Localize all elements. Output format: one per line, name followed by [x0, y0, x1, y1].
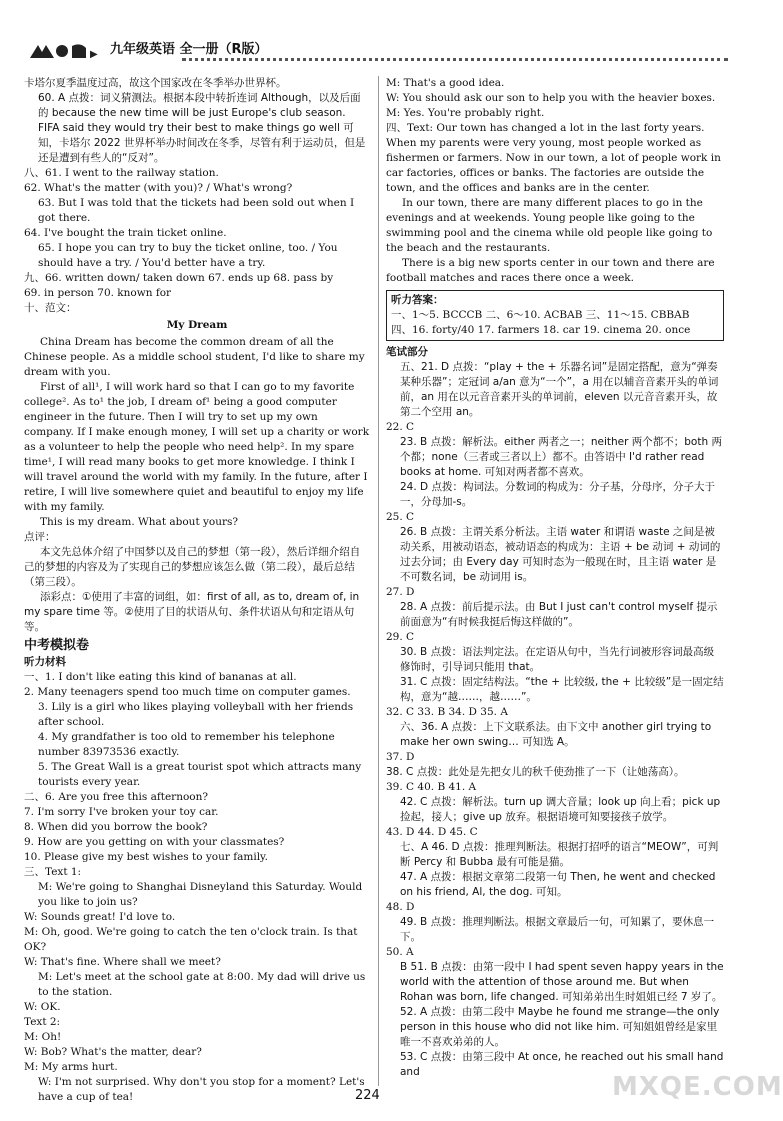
script-line: 四、Text: Our town has changed a lot in the last forty years. When my parents were very young, most people worked as fishermen or farmers. Now in our town, a lot of people work in car factories, offices or banks. The factories are outside the town, and the offices and banks are in the center. [386, 122, 721, 194]
script-line: In our town, there are many different places to go in the evenings and at weekends. Young people like going to the swimming pool and the cinema while old people like going to the beach and the restaurants. [386, 197, 713, 254]
answer-item: 31. C 点拨：固定结构法。“the + 比较级, the + 比较级”是一固定结构，意为“越……，越……”。 [400, 676, 724, 703]
subsection-title: 笔试部分 [386, 346, 428, 358]
answer-item: 27. D [386, 586, 415, 598]
answer-box-line: 一、1～5. BCCCB 二、6～10. ACBAB 三、11～15. CBBAB [391, 309, 690, 321]
answer-box-title: 听力答案： [391, 294, 444, 306]
watermark-logo: MXQE.COM [612, 1072, 783, 1102]
script-line: W: Sounds great! I'd love to. [24, 911, 176, 923]
script-line: W: That's fine. Where shall we meet? [24, 956, 221, 968]
comment-text: 本文先总体介绍了中国梦以及自己的梦想（第一段），然后详细介绍自己的梦想的内容及为了实现自己的梦想应该怎么做（第二段），最后总结（第三段）。 [24, 546, 361, 588]
answer-item: 64. I've bought the train ticket online. [24, 227, 227, 239]
listening-answer-box [386, 290, 724, 341]
answer-item: 69. in person 70. known for [24, 287, 172, 299]
answer-item: B 51. B 点拨：由第一段中 I had spent seven happy years in the world with the attention of those around me. But when Rohan was born, life changed. 可知弟弟出生时姐姐已经 7 岁了。 [400, 961, 724, 1003]
script-line: M: Let's meet at the school gate at 8:00. My dad will drive us to the station. [38, 971, 366, 998]
essay-paragraph: This is my dream. What about yours? [40, 516, 239, 528]
script-line: 8. When did you borrow the book? [24, 821, 208, 833]
left-column [24, 76, 370, 1105]
answer-item: 48. D [386, 901, 415, 913]
answer-item: 50. A [386, 946, 414, 958]
script-line: M: Oh, good. We're going to catch the ten o'clock train. Is that OK? [24, 926, 358, 953]
comment-label: 点评： [24, 531, 56, 543]
script-line: 9. How are you getting on with your classmates? [24, 836, 285, 848]
right-column [386, 76, 724, 1080]
script-line: 一、1. I don't like eating this kind of bananas at all. [24, 671, 297, 683]
answer-item: 53. C 点拨：由第三段中 At once, he reached out his small hand and [400, 1051, 724, 1078]
script-line: 5. The Great Wall is a great tourist spot which attracts many tourists every year. [38, 761, 362, 788]
header-rule [182, 58, 728, 61]
script-line: Text 2: [24, 1016, 61, 1028]
essay-paragraph: China Dream has become the common dream of all the Chinese people. As a middle school student, I'd like to share my dream with you. [24, 336, 365, 378]
answer-item: 十、范文： [24, 302, 77, 314]
script-line: 二、6. Are you free this afternoon? [24, 791, 208, 803]
script-line: 10. Please give my best wishes to your family. [24, 851, 268, 863]
answer-item: 七、A 46. D 点拨：推理判断法。根据打招呼的语言“MEOW”，可判断 Percy 和 Bubba 最有可能是猫。 [400, 841, 719, 868]
script-line: There is a big new sports center in our town and there are football matches and races there once a week. [386, 257, 715, 284]
answer-item: 26. B 点拨：主谓关系分析法。主语 water 和谓语 waste 之间是被动关系，用被动语态，被动语态的构成为：主语 + be 动词 + 动词的过去分词；由 Every day 可知时态为一般现在时，且主语 water 是不可数名词，be 动词用 is。 [400, 526, 721, 583]
script-line: W: You should ask our son to help you with the heavier boxes. [386, 92, 716, 104]
essay-title: My Dream [166, 319, 228, 331]
answer-item: 八、61. I went to the railway station. [24, 167, 219, 179]
page-header [22, 40, 728, 66]
script-line: M: My arms hurt. [24, 1061, 118, 1073]
answer-item: 63. But I was told that the tickets had been sold out when I got there. [38, 197, 355, 224]
script-line: 三、Text 1: [24, 866, 82, 878]
answer-item: 28. A 点拨：前后提示法。由 But I just can't control myself 提示前面意为“有时候我挺后悔这样做的”。 [400, 601, 718, 628]
answer-item: 38. C 点拨：此处是先把女儿的秋千使劲推了一下（让她荡高）。 [386, 766, 685, 778]
essay-paragraph: First of all¹, I will work hard so that I can go to my favorite college². As to¹ the job, I dream of¹ being a good computer engineer in the future. Then I will try to set up my own company. If I make enough money, I will set up a charity or work as a volunteer to help the people who need help². In my spare time¹, I will read many books to get more knowledge. I think I will travel around the world with my family. In the future, after I retire, I will live somewhere quiet and beautiful to enjoy my life with my family. [24, 381, 370, 513]
answer-item: 60. A 点拨：词义猜测法。根据本段中转折连词 Although，以及后面的 because the new time will be just Europe's club season. FIFA said they would try their best to make things go well 可知，卡塔尔 2022 世界杯举办时间改在冬季，尽管有利于运动员，但是还是遭到有些人的“反对”。 [38, 92, 366, 164]
answer-item: 49. B 点拨：推理判断法。根据文章最后一句，可知累了，要休息一下。 [400, 916, 715, 943]
script-line: W: Bob? What's the matter, dear? [24, 1046, 202, 1058]
answer-item: 43. D 44. D 45. C [386, 826, 478, 838]
comment-highlight: 添彩点：①使用了丰富的词组，如：first of all, as to, dream of, in my spare time 等。②使用了目的状语从句、条件状语从句和定语从句等。 [24, 591, 360, 633]
page-number: 224 [355, 1088, 380, 1103]
section-title: 中考模拟卷 [24, 638, 90, 653]
script-line: W: I'm not surprised. Why don't you stop for a moment? Let's have a cup of tea! [38, 1076, 365, 1103]
answer-item: 23. B 点拨：解析法。either 两者之一；neither 两个都不；both 两个都；none（三者或三者以上）都不。由答语中 I'd rather read books at home. 可知对两者都不喜欢。 [400, 436, 722, 478]
script-line: M: That's a good idea. [386, 77, 505, 89]
answer-item: 42. C 点拨：解析法。turn up 调大音量；look up 向上看；pick up 捡起，接人；give up 放弃。根据语境可知要接孩子放学。 [400, 796, 721, 823]
script-line: 2. Many teenagers spend too much time on computer games. [24, 686, 351, 698]
script-line: 7. I'm sorry I've broken your toy car. [24, 806, 219, 818]
answer-item: 六、36. A 点拨：上下文联系法。由下文中 another girl trying to make her own swing… 可知选 A。 [400, 721, 712, 748]
series-logo-icon [28, 42, 108, 62]
script-line: 3. Lily is a girl who likes playing volleyball with her friends after school. [38, 701, 354, 728]
answer-item: 29. C [386, 631, 415, 643]
answer-item: 24. D 点拨：构词法。分数词的构成为：分子基，分母序，分子大于一，分母加-s。 [400, 481, 715, 508]
answer-item: 39. C 40. B 41. A [386, 781, 477, 793]
script-line: 4. My grandfather is too old to remember his telephone number 83973536 exactly. [38, 731, 335, 758]
script-line: M: We're going to Shanghai Disneyland this Saturday. Would you like to join us? [38, 881, 363, 908]
listening-script [24, 670, 370, 1105]
text-line: 卡塔尔夏季温度过高，故这个国家改在冬季举办世界杯。 [24, 77, 287, 89]
answer-item: 47. A 点拨：根据文章第二段第一句 Then, he went and checked on his friend, Al, the dog. 可知。 [400, 871, 716, 898]
answer-item: 22. C [386, 421, 415, 433]
answer-item: 五、21. D 点拨：“play + the + 乐器名词”是固定搭配，意为“弹奏某种乐器”；定冠词 a/an 意为“一个”，a 用在以辅音音素开头的单词前，an 用在以元音音素开头的单词前，eleven 以元音音素开头，故第二个空用 an。 [400, 361, 719, 418]
script-line: M: Yes. You're probably right. [386, 107, 545, 119]
answer-item: 25. C [386, 511, 415, 523]
answer-box-line: 四、16. forty/40 17. farmers 18. car 19. cinema 20. once [391, 324, 691, 336]
book-title: 九年级英语 全一册（R版） [110, 42, 268, 57]
answer-item: 65. I hope you can try to buy the ticket online, too. / You should have a try. / You'd better have a try. [38, 242, 338, 269]
subsection-title: 听力材料 [24, 656, 66, 668]
script-line: M: Oh! [24, 1031, 62, 1043]
script-line: W: OK. [24, 1001, 61, 1013]
svg-text:▶: ▶ [90, 49, 98, 60]
column-divider [378, 76, 379, 1086]
answer-item: 62. What's the matter (with you)? / What's wrong? [24, 182, 293, 194]
written-answers [386, 360, 724, 1080]
answer-item: 37. D [386, 751, 415, 763]
answer-item: 52. A 点拨：由第二段中 Maybe he found me strange—the only person in this house who did not like him. 可知姐姐曾经是家里唯一不喜欢弟弟的人。 [400, 1006, 720, 1048]
answer-item: 32. C 33. B 34. D 35. A [386, 706, 508, 718]
answer-item: 30. B 点拨：语法判定法。在定语从句中，当先行词被形容词最高级修饰时，引导词只能用 that。 [400, 646, 715, 673]
answer-item: 九、66. written down/ taken down 67. ends up 68. pass by [24, 272, 334, 284]
